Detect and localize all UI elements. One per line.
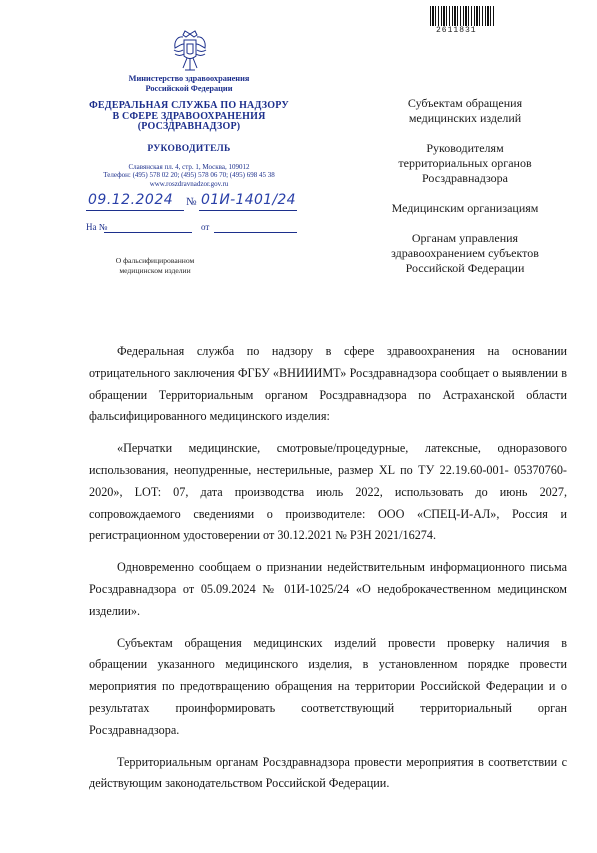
recipient: Руководителям территориальных органов Росздравнадзора xyxy=(398,141,532,185)
subject-note: О фальсифицированном медицинском изделии xyxy=(115,256,195,275)
letter-body xyxy=(89,341,567,805)
handwritten-date: 09.12.2024 xyxy=(88,192,174,208)
ministry-name: Министерство здравоохранения Российской Федерации xyxy=(128,74,250,93)
number-sign: № xyxy=(186,196,197,208)
paragraph: Федеральная служба по надзору в сфере здравоохранения на основании отрицательного заключения ФГБУ «ВНИИИМТ» Росздравнадзора сообщает о выявлении в обращении Территориальным органом Росздравнадзора по Астраханской области фальсифицированного медицинского изделия: xyxy=(89,344,567,424)
reference-date-label: от xyxy=(201,222,210,232)
recipient: Органам управления здравоохранением субъектов Российской Федерации xyxy=(391,231,539,275)
reference-number-underline xyxy=(104,232,192,233)
recipients-block xyxy=(360,96,570,291)
recipient: Субъектам обращения медицинских изделий xyxy=(407,96,523,125)
address-block: Славянская пл. 4, стр. 1, Москва, 109012 Телефон: (495) 578 02 20; (495) 578 06 70; (495) 698 45 38 www.roszdravnadzor.gov.ru xyxy=(103,162,275,188)
head-title: РУКОВОДИТЕЛЬ xyxy=(147,143,231,154)
reference-number-label: На № xyxy=(86,222,108,232)
paragraph: Субъектам обращения медицинских изделий провести проверку наличия в обращении указанного медицинского изделия, в установленном порядке провести мероприятия по предотвращению обращения на территории Российской Федерации и о результатах проинформировать соответствующий территориальный орган Росздравнадзора. xyxy=(89,635,567,737)
barcode xyxy=(430,6,494,26)
coat-of-arms-emblem-icon xyxy=(171,28,209,74)
paragraph: Одновременно сообщаем о признании недействительным информационного письма Росздравнадзора от 05.09.2024 № 01И-1025/24 «О недоброкачественном медицинском изделии». xyxy=(89,560,567,618)
recipient: Медицинским организациям xyxy=(391,201,539,215)
date-underline xyxy=(86,210,184,211)
paragraph: «Перчатки медицинские, смотровые/процедурные, латексные, одноразового использования, неопудренные, нестерильные, размер XL по ТУ 22.19.60-001- 05370760-2020», LOT: 07, дата производства июль 2022, использовать до июнь 2027, сопровождаемого сведениями о производителе: ООО «СПЕЦ-И-АЛ», Россия и регистрационном удостоверении от 30.12.2021 № РЗН 2021/16274. xyxy=(89,441,567,543)
barcode-number: 2611831 xyxy=(436,26,477,35)
reference-date-underline xyxy=(214,232,297,233)
number-underline xyxy=(199,210,297,211)
handwritten-reg-number: 01И-1401/24 xyxy=(201,192,296,208)
paragraph: Территориальным органам Росздравнадзора провести мероприятия в соответствии с действующим законодательством Российской Федерации. xyxy=(89,754,567,791)
letterhead xyxy=(84,74,294,188)
service-name: ФЕДЕРАЛЬНАЯ СЛУЖБА ПО НАДЗОРУ В СФЕРЕ ЗДРАВООХРАНЕНИЯ (РОСЗДРАВНАДЗОР) xyxy=(89,100,289,132)
